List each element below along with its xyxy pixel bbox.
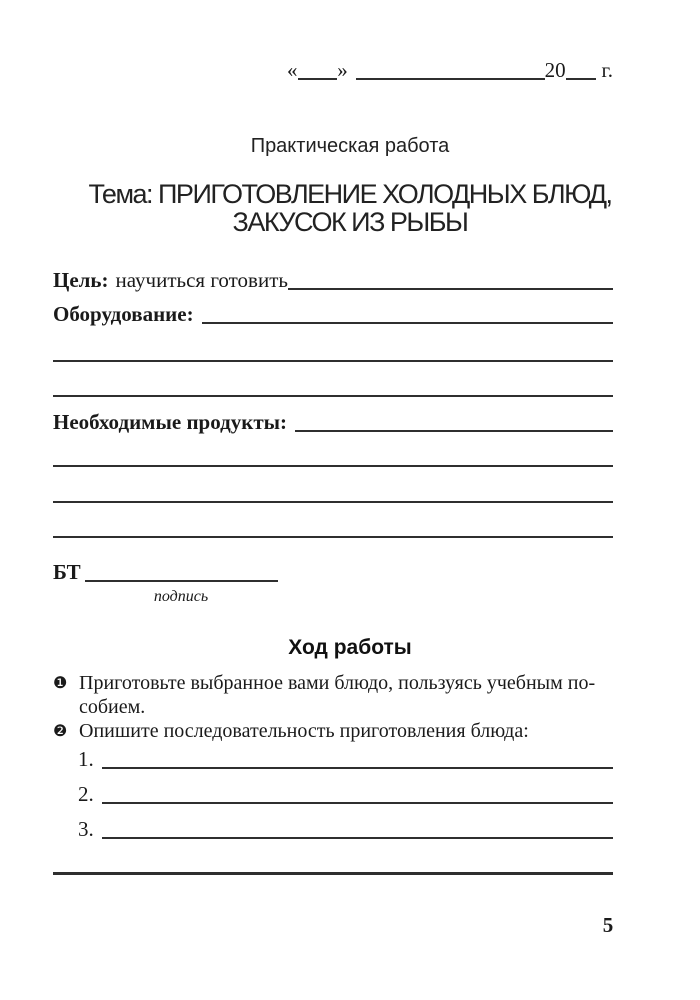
blank-line	[53, 395, 613, 397]
numbered-blank-row	[78, 817, 613, 841]
blank-line	[53, 360, 613, 362]
footer-divider	[53, 872, 613, 875]
bt-label: БТ	[53, 560, 81, 584]
blank-line	[53, 465, 613, 467]
list-item	[53, 671, 613, 719]
circled-number-2-icon: ❷	[53, 721, 68, 740]
products-blank-line	[295, 430, 613, 432]
goal-blank-line	[288, 288, 613, 290]
row-number: 2.	[78, 782, 94, 806]
numbered-blank-row	[78, 747, 613, 771]
goal-field	[53, 268, 613, 292]
step-text-line1: Приготовьте выбранное вами блюдо, пользуясь учебным по-	[79, 672, 596, 694]
numbered-blank-row	[78, 782, 613, 806]
step-text	[79, 671, 613, 719]
row-number: 3.	[78, 817, 94, 841]
blank-line	[53, 536, 613, 538]
date-close-quote: »	[337, 58, 348, 82]
date-day-blank	[298, 78, 338, 80]
bt-signature-blank	[85, 580, 278, 582]
worksheet-title-line2: ЗАКУСОК ИЗ РЫБЫ	[232, 207, 468, 237]
date-year-suffix: г.	[601, 58, 613, 82]
goal-label: Цель:	[53, 268, 109, 292]
steps-list	[53, 671, 613, 743]
date-century: 20	[544, 58, 566, 82]
step-text-line2: собием.	[79, 696, 146, 718]
goal-prefix-text: научиться готовить	[115, 268, 288, 292]
worksheet-title-line1: Тема: ПРИГОТОВЛЕНИЕ ХОЛОДНЫХ БЛЮД,	[88, 179, 612, 209]
blank-line	[53, 501, 613, 503]
answer-blank-line	[102, 767, 613, 769]
answer-blank-line	[102, 802, 613, 804]
equipment-blank-line	[202, 322, 613, 324]
equipment-label: Оборудование:	[53, 302, 194, 326]
products-label: Необходимые продукты:	[53, 410, 288, 434]
worksheet-subtitle: Практическая работа	[250, 135, 450, 157]
equipment-field	[53, 302, 613, 326]
bt-field	[53, 560, 303, 584]
date-month-blank	[356, 78, 545, 80]
list-item	[53, 719, 613, 743]
products-field	[53, 410, 613, 434]
date-year-blank	[566, 78, 596, 80]
signature-caption: подпись	[153, 588, 209, 605]
date-line	[287, 58, 613, 82]
section-heading: Ход работы	[288, 636, 412, 659]
circled-number-1-icon: ❶	[53, 673, 68, 692]
page-number: 5	[602, 913, 614, 937]
answer-blank-line	[102, 837, 613, 839]
date-open-quote: «	[287, 58, 298, 82]
worksheet-title	[0, 180, 700, 236]
step-text: Опишите последовательность приготовления блюда:	[79, 720, 529, 742]
row-number: 1.	[78, 747, 94, 771]
